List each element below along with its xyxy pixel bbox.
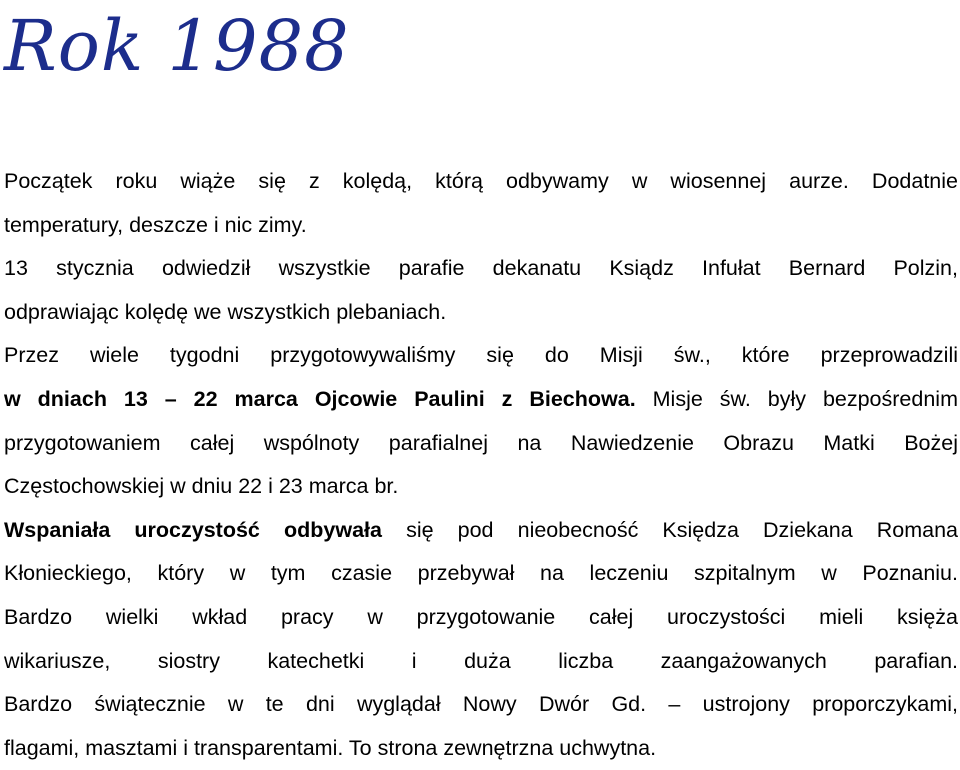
text-line: Bardzo świątecznie w te dni wyglądał Nowy Dwór Gd. – ustrojony proporczykami, <box>4 692 958 717</box>
text-line: Przez wiele tygodni przygotowywaliśmy się do Misji św., które przeprowadzili <box>4 343 958 368</box>
text-line: odprawiając kolędę we wszystkich plebaniach. <box>4 299 447 324</box>
text-line <box>4 509 958 553</box>
text-line: Bardzo wielki wkład pracy w przygotowanie całej uroczystości mieli księża <box>4 604 958 629</box>
text-line: Kłonieckiego, który w tym czasie przebywał na leczeniu szpitalnym w Poznaniu. <box>4 561 958 586</box>
document-body <box>4 160 958 770</box>
text-line: Częstochowskiej w dniu 22 i 23 marca br. <box>4 474 399 499</box>
text-line: Początek roku wiąże się z kolędą, którą odbywamy w wiosennej aurze. Dodatnie <box>4 169 958 193</box>
bold-text: w dniach 13 – 22 marca Ojcowie Paulini z Biechowa. <box>4 386 636 411</box>
text-fragment: się pod nieobecność Księdza Dziekana Romana <box>381 517 959 542</box>
text-fragment: Misje św. były bezpośrednim <box>635 386 958 411</box>
page-title: Rok 1988 <box>4 5 350 87</box>
text-line: temperatury, deszcze i nic zimy. <box>4 212 307 237</box>
text-line: 13 stycznia odwiedził wszystkie parafie dekanatu Ksiądz Infułat Bernard Polzin, <box>4 256 958 281</box>
text-line: flagami, masztami i transparentami. To strona zewnętrzna uchwytna. <box>4 735 657 760</box>
text-line: wikariusze, siostry katechetki i duża liczba zaangażowanych parafian. <box>4 648 958 673</box>
text-line: przygotowaniem całej wspólnoty parafialnej na Nawiedzenie Obrazu Matki Bożej <box>4 430 958 455</box>
bold-text: Wspaniała uroczystość odbywała <box>4 517 382 542</box>
text-line <box>4 378 958 422</box>
